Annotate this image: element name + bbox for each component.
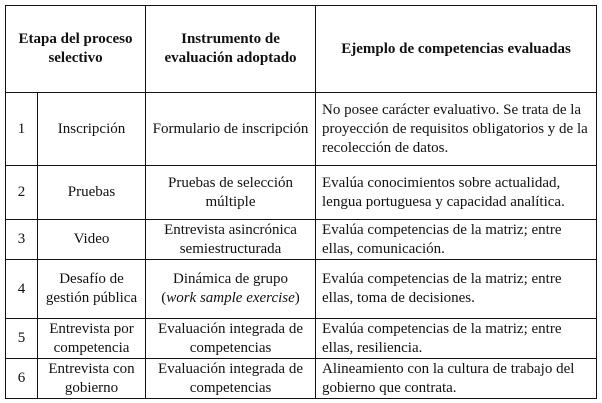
stage-cell: Video — [38, 220, 146, 260]
header-row — [6, 6, 597, 93]
example-cell: Alineamiento con la cultura de trabajo del gobierno que contrata. — [316, 359, 597, 399]
instrument-cell: Pruebas de selección múltiple — [146, 166, 316, 220]
table-row — [6, 319, 597, 359]
instrument-cell: Formulario de inscripción — [146, 93, 316, 166]
table-row — [6, 220, 597, 260]
table-row — [6, 359, 597, 399]
example-cell: Evalúa competencias de la matriz; entre ellas, comunicación. — [316, 220, 597, 260]
row-number: 5 — [6, 319, 38, 359]
stage-cell: Entrevista por competencia — [38, 319, 146, 359]
row-number: 4 — [6, 260, 38, 319]
stage-cell: Inscripción — [38, 93, 146, 166]
stage-cell: Desafío de gestión pública — [38, 260, 146, 319]
table-row — [6, 166, 597, 220]
instrument-note: work sample exercise — [166, 290, 295, 306]
example-cell: Evalúa competencias de la matriz; entre ellas, resiliencia. — [316, 319, 597, 359]
stage-cell: Entrevista con gobierno — [38, 359, 146, 399]
header-example: Ejemplo de competencias evaluadas — [316, 6, 597, 93]
row-number: 1 — [6, 93, 38, 166]
instrument-cell: Entrevista asincrónica semiestructurada — [146, 220, 316, 260]
instrument-cell: Evaluación integrada de competencias — [146, 359, 316, 399]
stage-cell: Pruebas — [38, 166, 146, 220]
row-number: 2 — [6, 166, 38, 220]
header-instrument: Instrumento de evaluación adoptado — [146, 6, 316, 93]
header-stage: Etapa del proceso selectivo — [6, 6, 146, 93]
instrument-cell: Dinámica de grupo (work sample exercise) — [146, 260, 316, 319]
example-cell: Evalúa conocimientos sobre actualidad, lengua portuguesa y capacidad analítica. — [316, 166, 597, 220]
instrument-text: Dinámica de grupo — [173, 271, 288, 287]
row-number: 3 — [6, 220, 38, 260]
instrument-cell: Evaluación integrada de competencias — [146, 319, 316, 359]
row-number: 6 — [6, 359, 38, 399]
table-row — [6, 93, 597, 166]
example-cell: Evalúa competencias de la matriz; entre ellas, toma de decisiones. — [316, 260, 597, 319]
selection-process-table — [5, 5, 597, 399]
table-row — [6, 260, 597, 319]
example-cell: No posee carácter evaluativo. Se trata de la proyección de requisitos obligatorios y de la recolección de datos. — [316, 93, 597, 166]
